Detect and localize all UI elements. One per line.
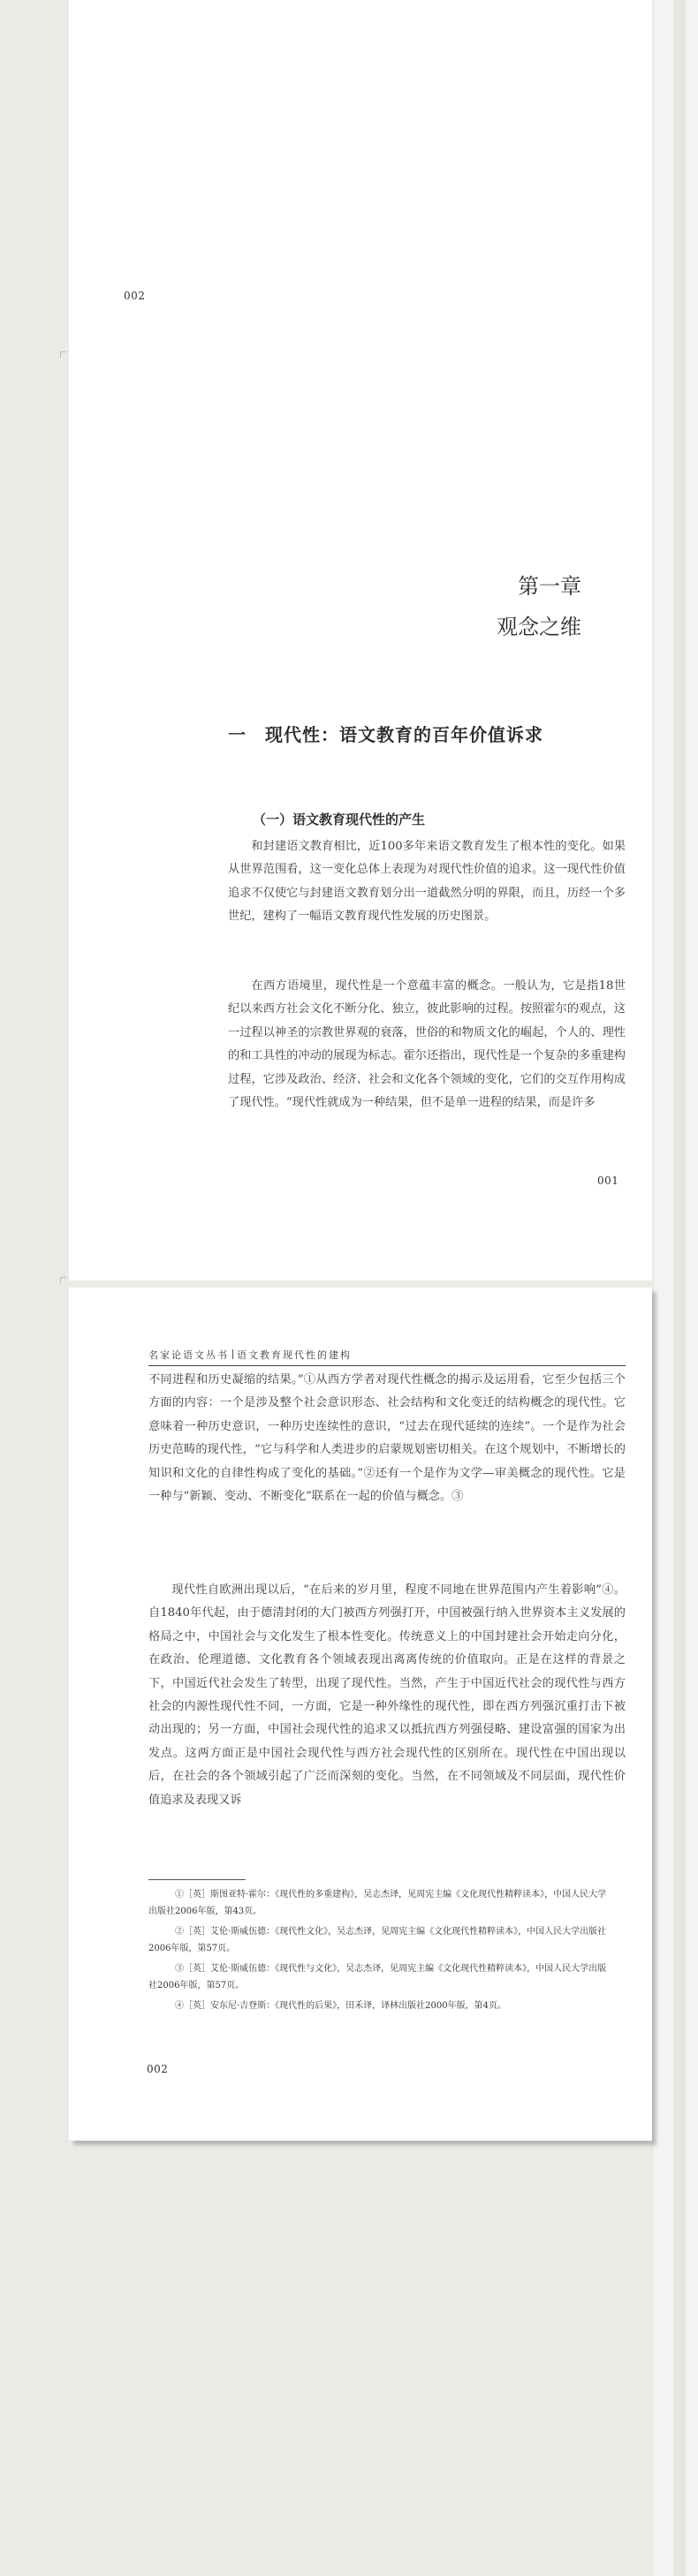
head-separator bbox=[232, 1349, 233, 1359]
crop-mark bbox=[60, 1277, 66, 1283]
page-previous bbox=[69, 0, 652, 351]
subsection-title: （一）语文教育现代性的产生 bbox=[253, 812, 426, 827]
chapter-title: 观念之维 bbox=[497, 615, 581, 639]
crop-mark bbox=[60, 351, 66, 358]
section-title: 一 现代性：语文教育的百年价值诉求 bbox=[228, 724, 543, 745]
chapter-number: 第一章 bbox=[518, 574, 581, 599]
page-chapter-opening bbox=[69, 351, 652, 1280]
book-title: 语文教育现代性的建构 bbox=[237, 1349, 352, 1361]
page-number: 002 bbox=[147, 2063, 169, 2075]
background-stripe bbox=[673, 0, 686, 2576]
footnote: ④［英］安东尼·吉登斯：《现代性的后果》，田禾译，译林出版社2000年版，第4页。 bbox=[175, 2001, 506, 2011]
footnote: ②［英］艾伦·斯威伍德：《现代性文化》，吴志杰译，见周宪主编《文化现代性精粹读本》，中国人民大学出版社2006年版，第57页。 bbox=[148, 1927, 607, 1953]
paragraph: 现代性自欧洲出现以后，“在后来的岁月里，程度不同地在世界范围内产生着影响”④。自1840年代起，由于德清封闭的大门被西方列强打开，中国被强行纳入世界资本主义发展的格局之中，中国社会与文化发生了根本性变化。传统意义上的中国封建社会开始走向分化，在政治、伦理道德、文化教育各个领域表现出离离传统的价值取向。正是在这样的背景之下，中国近代社会发生了转型，出现了现代性。当然，产生于中国近代社会的现代性与西方社会的内源性现代性不同，一方面，它是一种外缘性的现代性，即在西方列强沉重打击下被动出现的；另一方面，中国社会现代性的追求又以抵抗西方列强侵略、建设富强的国家为出发点。这两方面正是中国社会现代性与西方社会现代性的区别所在。现代性在中国出现以后，在社会的各个领域引起了广泛而深刻的变化。当然，在不同领域及不同层面，现代性价值追求及表现又诉 bbox=[148, 1583, 626, 1807]
footnote-rule bbox=[148, 1879, 246, 1880]
footnote: ③［英］艾伦·斯威伍德：《现代性与文化》，吴志杰译，见周宪主编《文化现代性精粹读本》，中国人民大学出版社2006年版，第57页。 bbox=[148, 1964, 607, 1991]
paragraph: 在西方语境里，现代性是一个意蕴丰富的概念。一般认为，它是指18世纪以来西方社会文化不断分化、独立，彼此影响的过程。按照霍尔的观点，这一过程以神圣的宗教世界观的衰落，世俗的和物质文化的崛起，个人的、理性的和工具性的冲动的展现为标志。霍尔还指出，现代性是一个复杂的多重建构过程，它涉及政治、经济、社会和文化各个领域的变化，它们的交互作用构成了现代性。“现代性就成为一种结果，但不是单一进程的结果，而是许多 bbox=[228, 979, 626, 1110]
paragraph: 和封建语文教育相比，近100多年来语文教育发生了根本性的变化。如果从世界范围看，这一变化总体上表现为对现代性价值的追求。这一现代性价值追求不仅使它与封建语文教育划分出一道截然分明的界限，而且，历经一个多世纪，建构了一幅语文教育现代性发展的历史图景。 bbox=[228, 840, 626, 924]
page-number: 001 bbox=[597, 1175, 619, 1187]
page-number: 002 bbox=[124, 290, 146, 302]
paragraph: 不同进程和历史凝缩的结果。”①从西方学者对现代性概念的揭示及运用看，它至少包括三个方面的内容：一个是涉及整个社会意识形态、社会结构和文化变迁的结构概念的现代性。它意味着一种历史意识，一种历史连续性的意识，“过去在现代延续的连续”。一个是作为社会历史范畴的现代性，“它与科学和人类进步的启蒙规划密切相关。在这个规划中，不断增长的知识和文化的自律性构成了变化的基础。”②还有一个是作为文学—审美概念的现代性。它是一种与“新颖、变动、不断变化”联系在一起的价值与概念。③ bbox=[148, 1373, 626, 1504]
page-body bbox=[69, 1288, 652, 2141]
footnote: ①［英］斯图亚特·霍尔：《现代性的多重建构》，吴志杰译，见周宪主编《文化现代性精粹读本》，中国人民大学出版社2006年版，第43页。 bbox=[148, 1890, 607, 1916]
running-head bbox=[148, 1348, 352, 1362]
header-rule bbox=[148, 1365, 626, 1366]
series-name: 名家论语文丛书 bbox=[148, 1349, 229, 1361]
